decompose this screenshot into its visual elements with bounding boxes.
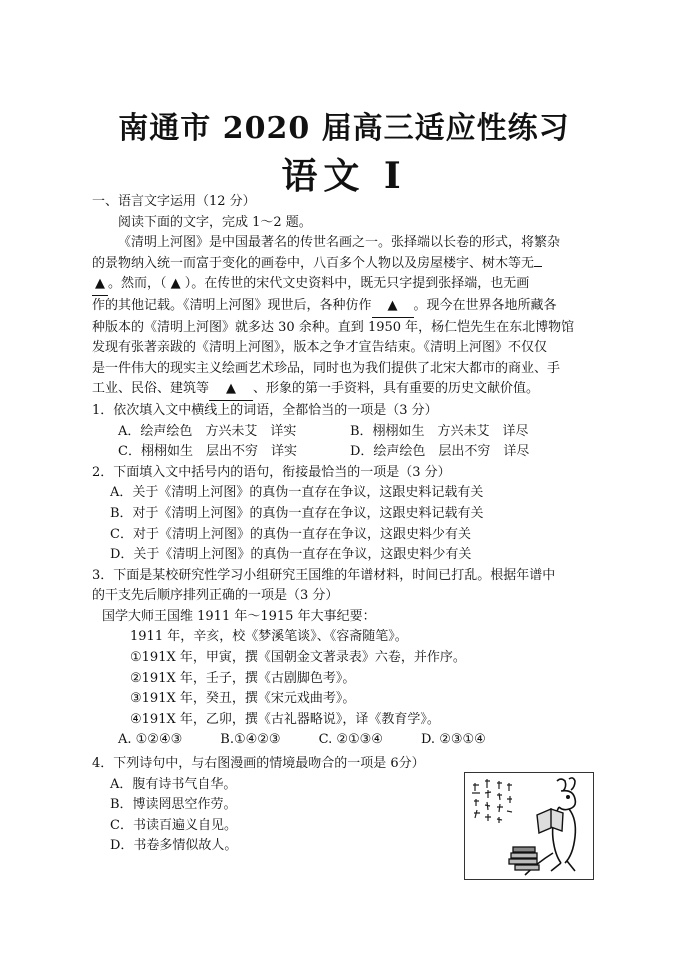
option-c[interactable]: C．书读百遍义自见。: [110, 817, 237, 833]
question-2-stem: 2．下面填入文中括号内的语句，衔接最恰当的一项是（3 分）: [92, 464, 451, 480]
passage-line: 发现有张著亲跋的《清明上河图》，版本之争才宣告结束。《清明上河图》不仅仅: [92, 340, 548, 356]
passage-line: 种版本的《清明上河图》就多达 30 余种。直到 1950 年，杨仁恺先生在东北博物馆: [92, 319, 575, 335]
option-c[interactable]: C. ②①③④: [318, 732, 383, 748]
chronicle-item: ①191X 年，甲寅，撰《国朝金文著录表》六卷，并作序。: [130, 650, 466, 666]
kangaroo-cartoon-image: [464, 772, 594, 880]
option-c[interactable]: C．对于《清明上河图》的真伪一直存在争议，这跟史料少有关: [110, 526, 471, 542]
passage-line: ▲ 。然而，（ ▲ ）。在传世的宋代文史资料中，既无只字提到张择端，也无画: [92, 274, 612, 296]
option-b[interactable]: B．博读罔思空作劳。: [110, 797, 237, 813]
question-3-stem: 3．下面是某校研究性学习小组研究王国维的年谱材料，时间已打乱。根据年谱中: [92, 567, 556, 583]
exam-title: 南通市 2020 届高三适应性练习: [118, 111, 570, 146]
passage-line: 的景物纳入统一而富于变化的画卷中，八百多个人物以及房屋楼宇、树木等无: [92, 254, 612, 275]
option-d[interactable]: D．绘声绘色 层出不穷 详尽: [350, 444, 530, 460]
answer-blank[interactable]: ▲: [209, 379, 253, 401]
chronicle-item: 1911 年，辛亥，校《梦溪笔谈》、《容斋随笔》。: [130, 629, 408, 645]
question-3-options: [92, 730, 612, 751]
question-4-stem: 4．下列诗句中，与右图漫画的情境最吻合的一项是 6分）: [92, 756, 425, 771]
chronicle-item: ③191X 年，癸丑，撰《宋元戏曲考》。: [130, 691, 356, 707]
passage-line: 是一件伟大的现实主义绘画艺术珍品，同时也为我们提供了北宋大都市的商业、手: [92, 360, 561, 376]
option-b[interactable]: B．对于《清明上河图》的真伪一直存在争议，这跟史料记载有关: [110, 505, 484, 521]
option-c[interactable]: C．栩栩如生 层出不穷 详实: [118, 444, 297, 460]
option-b[interactable]: B．栩栩如生 方兴未艾 详尽: [350, 423, 529, 439]
passage-line: 工业、民俗、建筑等 ▲ 、形象的第一手资料，具有重要的历史文献价值。: [92, 379, 612, 401]
answer-blank[interactable]: ▲: [372, 296, 414, 318]
answer-blank[interactable]: ▲: [92, 274, 108, 296]
question-1-options: [92, 442, 612, 463]
question-4: [92, 754, 472, 857]
option-a[interactable]: A．关于《清明上河图》的真伪一直存在争议，这跟史料记载有关: [110, 485, 484, 501]
option-d[interactable]: D. ②③①④: [420, 732, 486, 748]
question-1-options: [92, 422, 612, 443]
option-d[interactable]: D．书卷多情似故人。: [110, 838, 238, 854]
section-heading: 一、语言文字运用（12 分）: [92, 194, 256, 209]
passage-line: 作的其他记载。《清明上河图》现世后，各种仿作 ▲ 。现今在世界各地所藏各: [92, 296, 612, 318]
option-a[interactable]: A．绘声绘色 方兴未艾 详实: [118, 423, 297, 439]
option-b[interactable]: B.①④②③: [220, 732, 281, 748]
chronicle-item: ④191X 年，乙卯，撰《古礼器略说》，译《教育学》。: [130, 711, 440, 727]
question-1-stem: 1．依次填入文中横线上的词语，全都恰当的一项是（3 分）: [92, 402, 438, 418]
chronicle-item: ②191X 年，壬子，撰《古剧脚色考》。: [130, 670, 356, 686]
kangaroo-reading-icon: [465, 773, 593, 879]
exam-content: [92, 192, 612, 751]
option-a[interactable]: A．腹有诗书气自华。: [110, 776, 237, 792]
question-3-stem: 的干支先后顺序排列正确的一项是（3 分）: [92, 588, 339, 604]
option-d[interactable]: D．关于《清明上河图》的真伪一直存在争议，这跟史料少有关: [110, 547, 472, 563]
option-a[interactable]: A. ①②④③: [118, 732, 183, 748]
exam-subtitle: 语文 I: [281, 155, 407, 197]
reading-instruction: 阅读下面的文字，完成 1～2 题。: [118, 214, 312, 230]
chronicle-caption: 国学大师王国维 1911 年～1915 年大事纪要：: [102, 608, 376, 624]
passage-line: 《清明上河图》是中国最著名的传世名画之一。张择端以长卷的形式，将繁杂: [118, 235, 561, 251]
